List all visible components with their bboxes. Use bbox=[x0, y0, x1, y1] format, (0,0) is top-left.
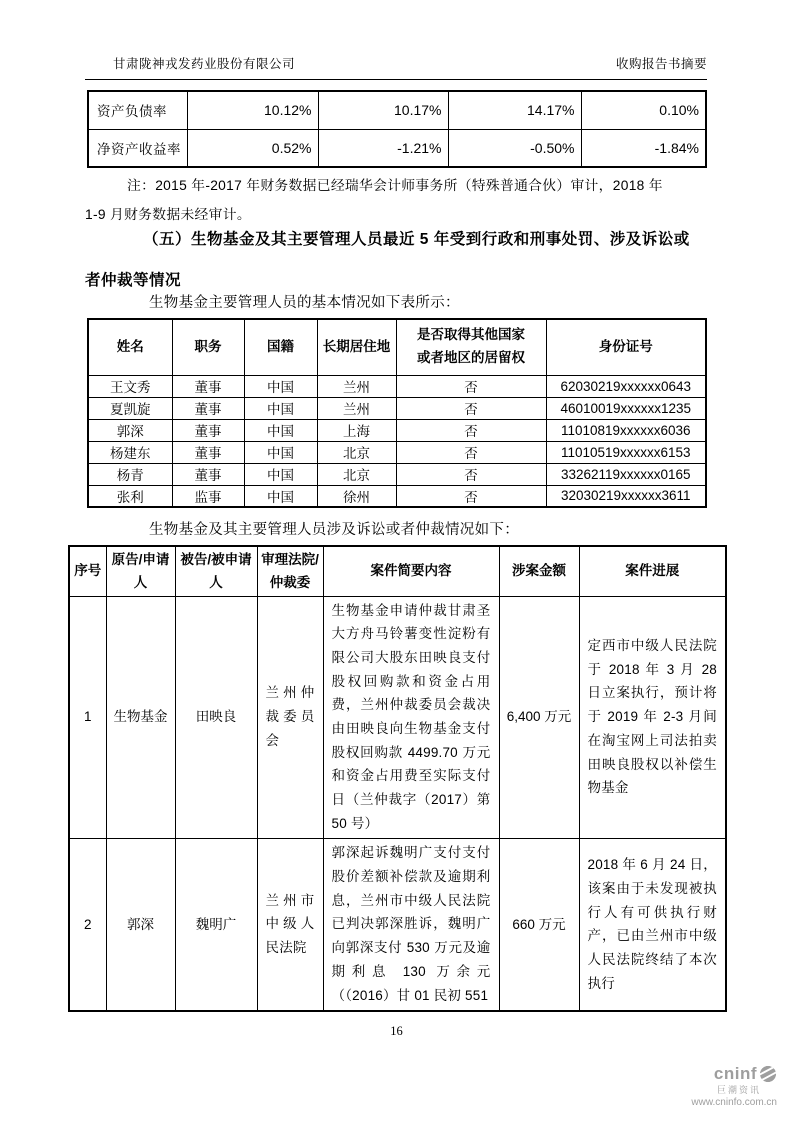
cell-foreign-residency: 否 bbox=[396, 419, 546, 441]
litigation-intro-paragraph: 生物基金及其主要管理人员涉及诉讼或者仲裁情况如下： bbox=[149, 522, 519, 538]
cell-id-number: 62030219xxxxxx0643 bbox=[546, 375, 706, 397]
col-header-progress: 案件进展 bbox=[579, 546, 726, 596]
col-header-foreign-residency: 是否取得其他国家或者地区的居留权 bbox=[396, 319, 546, 375]
cell-name: 张利 bbox=[88, 485, 172, 507]
cell-residence: 兰州 bbox=[317, 375, 396, 397]
page-number: 16 bbox=[390, 1024, 403, 1038]
col-header-case-summary: 案件简要内容 bbox=[323, 546, 499, 596]
cell-title: 董事 bbox=[172, 441, 244, 463]
ratio-value: 10.12% bbox=[187, 91, 318, 129]
col-header-amount: 涉案金额 bbox=[499, 546, 579, 596]
ratio-value: 14.17% bbox=[448, 91, 581, 129]
cell-nationality: 中国 bbox=[244, 485, 317, 507]
cell-case-summary: 郭深起诉魏明广支付支付股价差额补偿款及逾期利息，兰州市中级人民法院已判决郭深胜诉，魏明广向郭深支付 530 万元及逾期利息 130 万余元（（2016）甘 01 民初 551 bbox=[323, 838, 499, 1011]
cell-nationality: 中国 bbox=[244, 441, 317, 463]
cell-title: 董事 bbox=[172, 419, 244, 441]
cell-foreign-residency: 否 bbox=[396, 375, 546, 397]
cell-title: 董事 bbox=[172, 463, 244, 485]
cell-residence: 兰州 bbox=[317, 397, 396, 419]
cell-title: 监事 bbox=[172, 485, 244, 507]
cell-name: 郭深 bbox=[88, 419, 172, 441]
cell-defendant: 田映良 bbox=[175, 596, 257, 838]
table-header-row bbox=[88, 319, 706, 375]
col-header-index: 序号 bbox=[69, 546, 106, 596]
cell-index: 1 bbox=[69, 596, 106, 838]
litigation-table bbox=[68, 545, 727, 1012]
cell-foreign-residency: 否 bbox=[396, 463, 546, 485]
col-header-title: 职务 bbox=[172, 319, 244, 375]
document-type: 收购报告书摘要 bbox=[615, 57, 707, 71]
ratio-value: 10.17% bbox=[318, 91, 448, 129]
cell-residence: 北京 bbox=[317, 441, 396, 463]
cell-plaintiff: 郭深 bbox=[106, 838, 175, 1011]
cell-id-number: 46010019xxxxxx1235 bbox=[546, 397, 706, 419]
cell-nationality: 中国 bbox=[244, 375, 317, 397]
company-name: 甘肃陇神戎发药业股份有限公司 bbox=[113, 57, 296, 71]
table-row bbox=[88, 375, 706, 397]
cell-title: 董事 bbox=[172, 397, 244, 419]
cell-title: 董事 bbox=[172, 375, 244, 397]
cell-nationality: 中国 bbox=[244, 397, 317, 419]
cell-name: 夏凯旋 bbox=[88, 397, 172, 419]
cell-foreign-residency: 否 bbox=[396, 485, 546, 507]
cell-amount: 6,400 万元 bbox=[499, 596, 579, 838]
table-row bbox=[88, 463, 706, 485]
ratio-label: 净资产收益率 bbox=[88, 129, 187, 167]
table-row bbox=[69, 838, 726, 1011]
table-row bbox=[88, 91, 706, 129]
table-row bbox=[88, 397, 706, 419]
cell-progress: 定西市中级人民法院于 2018 年 3 月 28 日立案执行，预计将于 2019 年 2-3 月间在淘宝网上司法拍卖田映良股权以补偿生物基金 bbox=[579, 596, 726, 838]
cell-name: 杨青 bbox=[88, 463, 172, 485]
ratio-value: -1.84% bbox=[581, 129, 706, 167]
ratio-value: 0.52% bbox=[187, 129, 318, 167]
cninfo-brand-text: cninf bbox=[713, 1064, 757, 1083]
cell-nationality: 中国 bbox=[244, 463, 317, 485]
cell-residence: 上海 bbox=[317, 419, 396, 441]
ratio-value: -1.21% bbox=[318, 129, 448, 167]
cell-defendant: 魏明广 bbox=[175, 838, 257, 1011]
col-header-court: 审理法院/仲裁委 bbox=[257, 546, 323, 596]
cell-residence: 徐州 bbox=[317, 485, 396, 507]
cell-nationality: 中国 bbox=[244, 419, 317, 441]
cell-court: 兰州仲裁委员会 bbox=[257, 596, 323, 838]
cell-plaintiff: 生物基金 bbox=[106, 596, 175, 838]
ratio-value: -0.50% bbox=[448, 129, 581, 167]
ratio-value: 0.10% bbox=[581, 91, 706, 129]
cell-court: 兰州市中级人民法院 bbox=[257, 838, 323, 1011]
cell-id-number: 33262119xxxxxx0165 bbox=[546, 463, 706, 485]
cell-residence: 北京 bbox=[317, 463, 396, 485]
cell-name: 杨建东 bbox=[88, 441, 172, 463]
table-row bbox=[88, 419, 706, 441]
table-row bbox=[88, 129, 706, 167]
cell-index: 2 bbox=[69, 838, 106, 1011]
audit-note-line: 1-9 月财务数据未经审计。 bbox=[85, 207, 251, 222]
cell-id-number: 32030219xxxxxx3611 bbox=[546, 485, 706, 507]
cell-case-summary: 生物基金申请仲裁甘肃圣大方舟马铃薯变性淀粉有限公司大股东田映良支付股权回购款和资金占用费，兰州仲裁委员会裁决由田映良向生物基金支付股权回购款 4499.70 万元和资金占用费至实际支付日（兰仲裁字（2017）第 50 号） bbox=[323, 596, 499, 838]
cninfo-watermark bbox=[647, 1064, 777, 1108]
cell-id-number: 11010519xxxxxx6153 bbox=[546, 441, 706, 463]
col-header-plaintiff: 原告/申请人 bbox=[106, 546, 175, 596]
col-header-nationality: 国籍 bbox=[244, 319, 317, 375]
ratio-label: 资产负债率 bbox=[88, 91, 187, 129]
cell-id-number: 11010819xxxxxx6036 bbox=[546, 419, 706, 441]
table-row bbox=[88, 441, 706, 463]
cninfo-brand-chinese: 巨潮资讯 bbox=[716, 1084, 761, 1095]
financial-ratios-table bbox=[87, 90, 707, 168]
managers-intro-paragraph: 生物基金主要管理人员的基本情况如下表所示： bbox=[149, 295, 460, 311]
cell-amount: 660 万元 bbox=[499, 838, 579, 1011]
audit-note-line: 注：2015 年-2017 年财务数据已经瑞华会计师事务所（特殊普通合伙）审计，2018 年 bbox=[127, 178, 663, 193]
managers-table bbox=[87, 318, 707, 508]
table-row bbox=[69, 596, 726, 838]
col-header-id-number: 身份证号 bbox=[546, 319, 706, 375]
col-header-residence: 长期居住地 bbox=[317, 319, 396, 375]
col-header-defendant: 被告/被申请人 bbox=[175, 546, 257, 596]
cell-foreign-residency: 否 bbox=[396, 397, 546, 419]
page-header bbox=[85, 54, 707, 80]
col-header-name: 姓名 bbox=[88, 319, 172, 375]
table-row bbox=[88, 485, 706, 507]
cell-foreign-residency: 否 bbox=[396, 441, 546, 463]
cninfo-url: www.cninfo.com.cn bbox=[691, 1096, 777, 1108]
cell-progress: 2018 年 6 月 24 日，该案由于未发现被执行人有可供执行财产，已由兰州市中级人民法院终结了本次执行 bbox=[579, 838, 726, 1011]
cninfo-logo-icon bbox=[759, 1065, 777, 1083]
table-header-row bbox=[69, 546, 726, 596]
cell-name: 王文秀 bbox=[88, 375, 172, 397]
section-heading: （五）生物基金及其主要管理人员最近 5 年受到行政和刑事处罚、涉及诉讼或者仲裁等情况 bbox=[85, 231, 690, 289]
